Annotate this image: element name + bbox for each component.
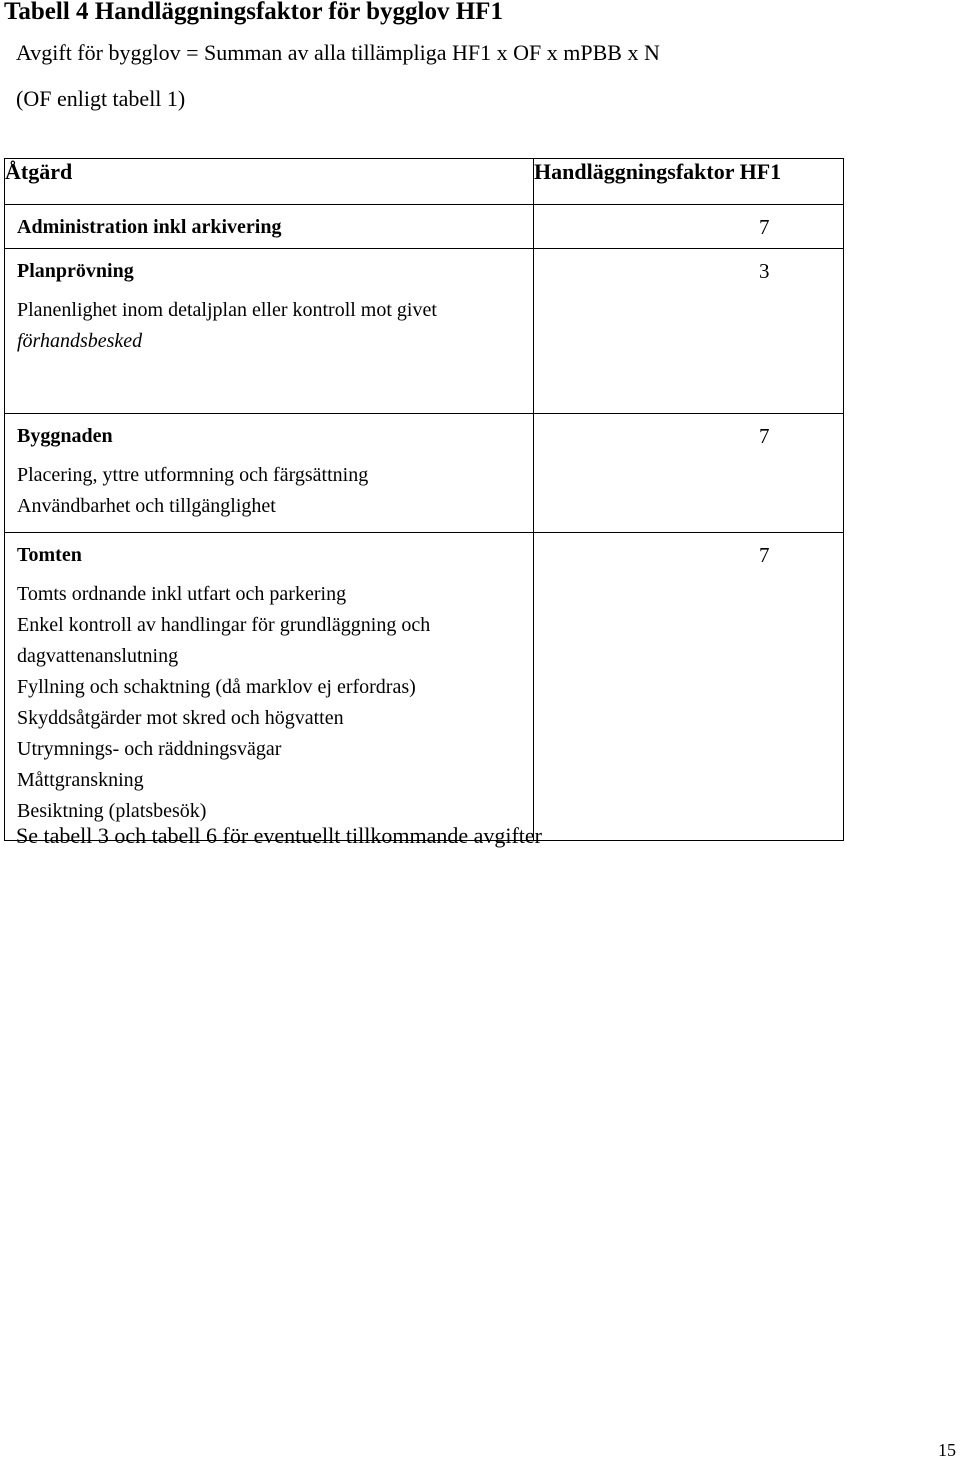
row-item: Placering, yttre utformning och färgsättning: [17, 464, 369, 486]
page-number: 15: [938, 1440, 956, 1460]
row-item: dagvattenanslutning: [17, 645, 179, 667]
action-cell: [5, 414, 534, 533]
row-item: Utrymnings- och räddningsvägar: [17, 738, 282, 760]
row-heading: Planprövning: [17, 260, 134, 282]
row-item: Skyddsåtgärder mot skred och högvatten: [17, 707, 344, 729]
header-factor: Handläggningsfaktor HF1: [534, 159, 844, 205]
table-header-row: [5, 159, 844, 205]
table-row: [5, 205, 844, 249]
row-item: Tomts ordnande inkl utfart och parkering: [17, 583, 347, 605]
table-title: Tabell 4 Handläggningsfaktor för bygglov HF1: [4, 0, 503, 25]
table-row: [5, 533, 844, 841]
fee-formula: Avgift för bygglov = Summan av alla tillämpliga HF1 x OF x mPBB x N: [16, 40, 660, 65]
row-item: Enkel kontroll av handlingar för grundläggning och: [17, 614, 431, 636]
factor-cell: [534, 414, 844, 533]
factor-value: 7: [759, 543, 770, 567]
row-heading: Byggnaden: [17, 425, 113, 447]
factor-cell: [534, 533, 844, 841]
factor-cell: [534, 249, 844, 414]
row-item: Måttgranskning: [17, 769, 144, 791]
footer-note: Se tabell 3 och tabell 6 för eventuellt tillkommande avgifter: [16, 823, 543, 848]
hf1-table: [4, 158, 844, 841]
action-cell: [5, 533, 534, 841]
factor-value: 3: [759, 259, 770, 283]
action-cell: [5, 249, 534, 414]
row-item: Besiktning (platsbesök): [17, 800, 207, 822]
row-heading: Administration inkl arkivering: [17, 215, 282, 238]
table-row: [5, 249, 844, 414]
formula-note: (OF enligt tabell 1): [16, 86, 186, 111]
factor-cell: [534, 205, 844, 249]
row-item: Fyllning och schaktning (då marklov ej erfordras): [17, 676, 416, 698]
row-item: Planenlighet inom detaljplan eller kontroll mot givet: [17, 299, 437, 321]
factor-value: 7: [759, 214, 770, 239]
action-cell: [5, 205, 534, 249]
header-action: Åtgärd: [5, 159, 534, 205]
row-item: förhandsbesked: [17, 330, 143, 352]
factor-value: 7: [759, 424, 770, 448]
table-row: [5, 414, 844, 533]
row-heading: Tomten: [17, 544, 82, 566]
row-item: Användbarhet och tillgänglighet: [17, 495, 276, 517]
